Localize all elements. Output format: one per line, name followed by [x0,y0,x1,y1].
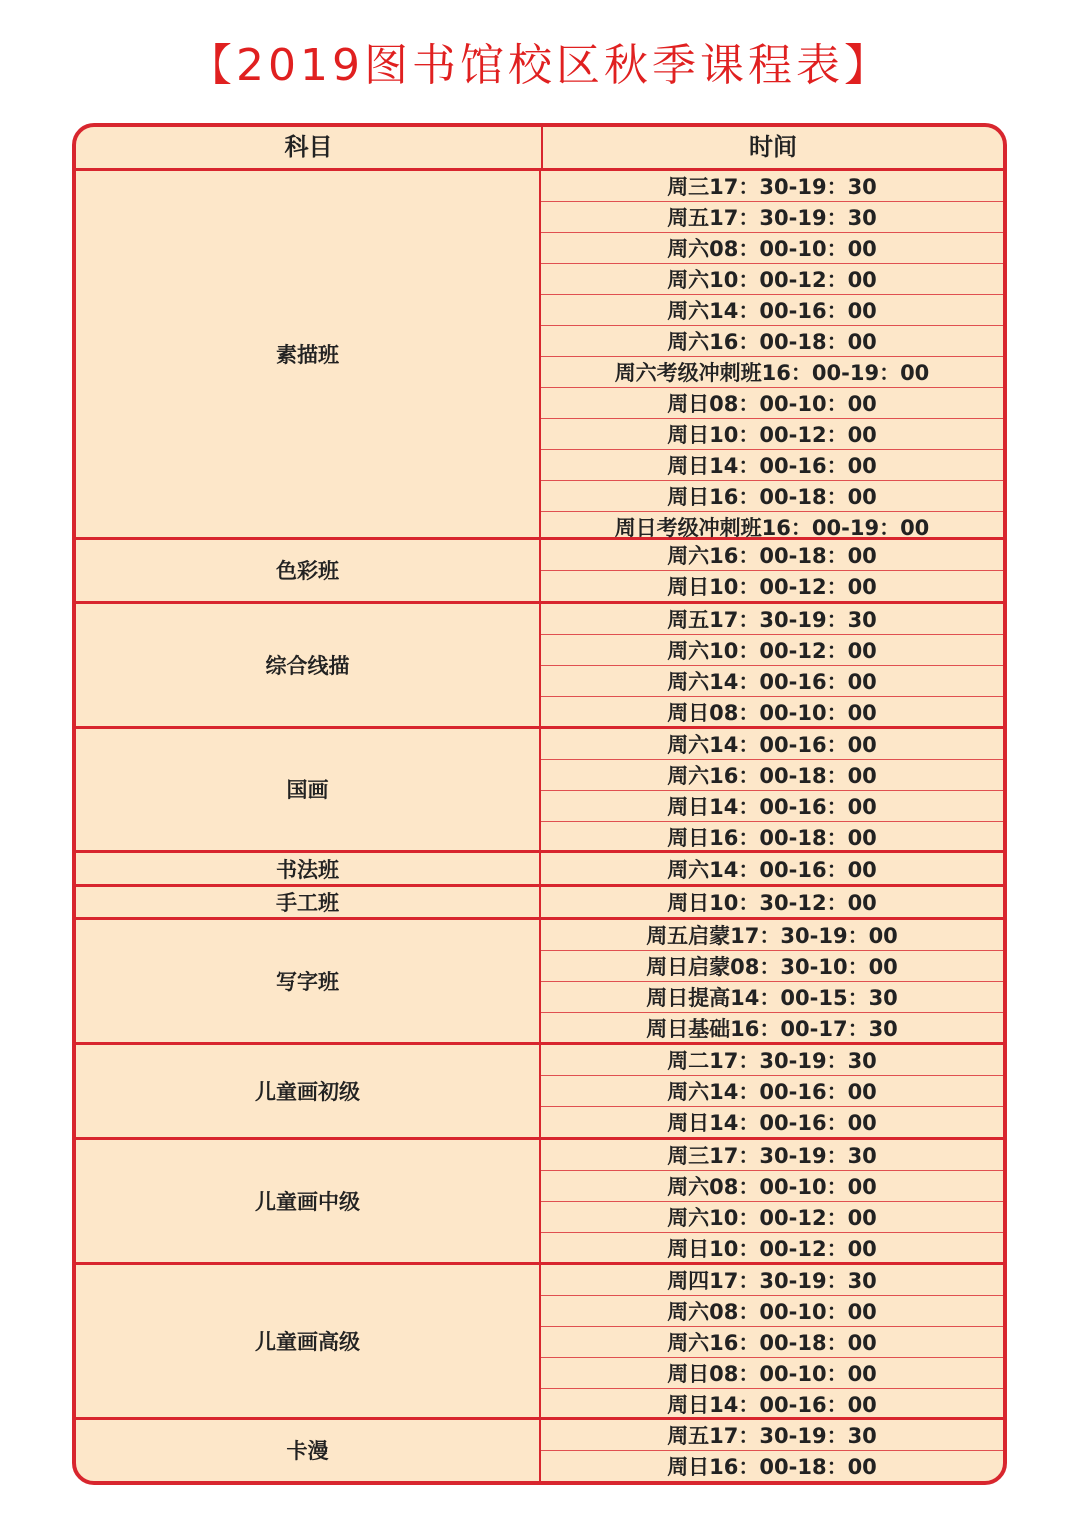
time-cell: 周六10：00-12：00 [541,1202,1003,1233]
time-cell: 周日基础16：00-17：30 [646,1017,898,1042]
subject-cell: 综合线描 [76,604,541,726]
time-cell: 周日08：00-10：00 [667,700,877,725]
time-cell: 周六14：00-16：00 [541,666,1003,697]
subject-cell: 儿童画高级 [76,1265,541,1417]
subject-cell: 书法班 [76,853,541,883]
time-cell: 周日14：00-16：00 [541,791,1003,822]
time-cell: 周六10：00-12：00 [541,264,1003,295]
time-cell: 周五17：30-19：30 [541,604,1003,635]
time-cell: 周六16：00-18：00 [541,760,1003,791]
subject-cell: 素描班 [76,171,541,537]
page-title: 【2019图书馆校区秋季课程表】 [188,40,892,91]
time-list [541,171,1003,540]
course-group [76,171,1003,540]
time-cell: 周六16：00-18：00 [541,326,1003,357]
course-group [76,1420,1003,1481]
time-cell: 周三17：30-19：30 [541,171,1003,202]
time-cell: 周六08：00-10：00 [541,233,1003,264]
course-group [76,1265,1003,1420]
time-cell: 周六16：00-18：00 [541,1327,1003,1358]
time-cell: 周日启蒙08：30-10：00 [541,951,1003,982]
time-cell: 周日提高14：00-15：30 [541,982,1003,1013]
time-cell: 周六10：00-12：00 [541,635,1003,666]
time-list [541,920,1003,1042]
time-cell: 周六16：00-18：00 [541,540,1003,571]
time-cell: 周六14：00-16：00 [667,857,877,882]
time-cell: 周日16：00-18：00 [541,481,1003,512]
time-list [541,1265,1003,1417]
time-list [541,1420,1003,1481]
time-cell: 周六14：00-16：00 [541,295,1003,326]
subject-cell: 手工班 [76,887,541,917]
time-list [541,887,1003,917]
time-cell: 周五17：30-19：30 [541,202,1003,233]
course-group [76,853,1003,886]
course-group [76,604,1003,729]
time-cell: 周六08：00-10：00 [541,1171,1003,1202]
header-time: 时间 [749,133,797,161]
subject-cell: 卡漫 [76,1420,541,1481]
time-list [541,540,1003,601]
course-group [76,729,1003,854]
subject-cell: 色彩班 [76,540,541,601]
time-cell: 周日10：00-12：00 [667,1236,877,1261]
time-cell: 周六考级冲刺班16：00-19：00 [541,357,1003,388]
time-cell: 周五启蒙17：30-19：00 [541,920,1003,951]
time-cell: 周日08：00-10：00 [541,1358,1003,1389]
table-header-row [76,127,1003,171]
time-list [541,729,1003,851]
header-subject: 科目 [76,127,543,168]
schedule-table [72,123,1007,1485]
time-list [541,1140,1003,1262]
subject-cell: 写字班 [76,920,541,1042]
subject-cell: 儿童画初级 [76,1045,541,1136]
time-cell: 周日14：00-16：00 [541,450,1003,481]
time-cell: 周日08：00-10：00 [541,388,1003,419]
time-list [541,1045,1003,1136]
time-list [541,853,1003,883]
time-cell: 周六08：00-10：00 [541,1296,1003,1327]
time-cell: 周四17：30-19：30 [541,1265,1003,1296]
time-list [541,604,1003,726]
time-cell: 周五17：30-19：30 [541,1420,1003,1451]
subject-cell: 国画 [76,729,541,851]
time-cell: 周日10：00-12：00 [667,574,877,599]
time-cell: 周日14：00-16：00 [667,1392,877,1417]
time-cell: 周二17：30-19：30 [541,1045,1003,1076]
time-cell: 周日10：30-12：00 [667,891,877,916]
time-cell: 周日考级冲刺班16：00-19：00 [614,516,930,540]
course-group [76,920,1003,1045]
time-cell: 周三17：30-19：30 [541,1140,1003,1171]
time-cell: 周六14：00-16：00 [541,729,1003,760]
course-group [76,1045,1003,1139]
time-cell: 周日16：00-18：00 [667,825,877,850]
subject-cell: 儿童画中级 [76,1140,541,1262]
table-body [76,171,1003,1481]
time-cell: 周日10：00-12：00 [541,419,1003,450]
course-group [76,540,1003,604]
time-cell: 周日14：00-16：00 [667,1111,877,1136]
course-group [76,887,1003,920]
time-cell: 周六14：00-16：00 [541,1076,1003,1107]
time-cell: 周日16：00-18：00 [667,1454,877,1479]
course-group [76,1140,1003,1265]
